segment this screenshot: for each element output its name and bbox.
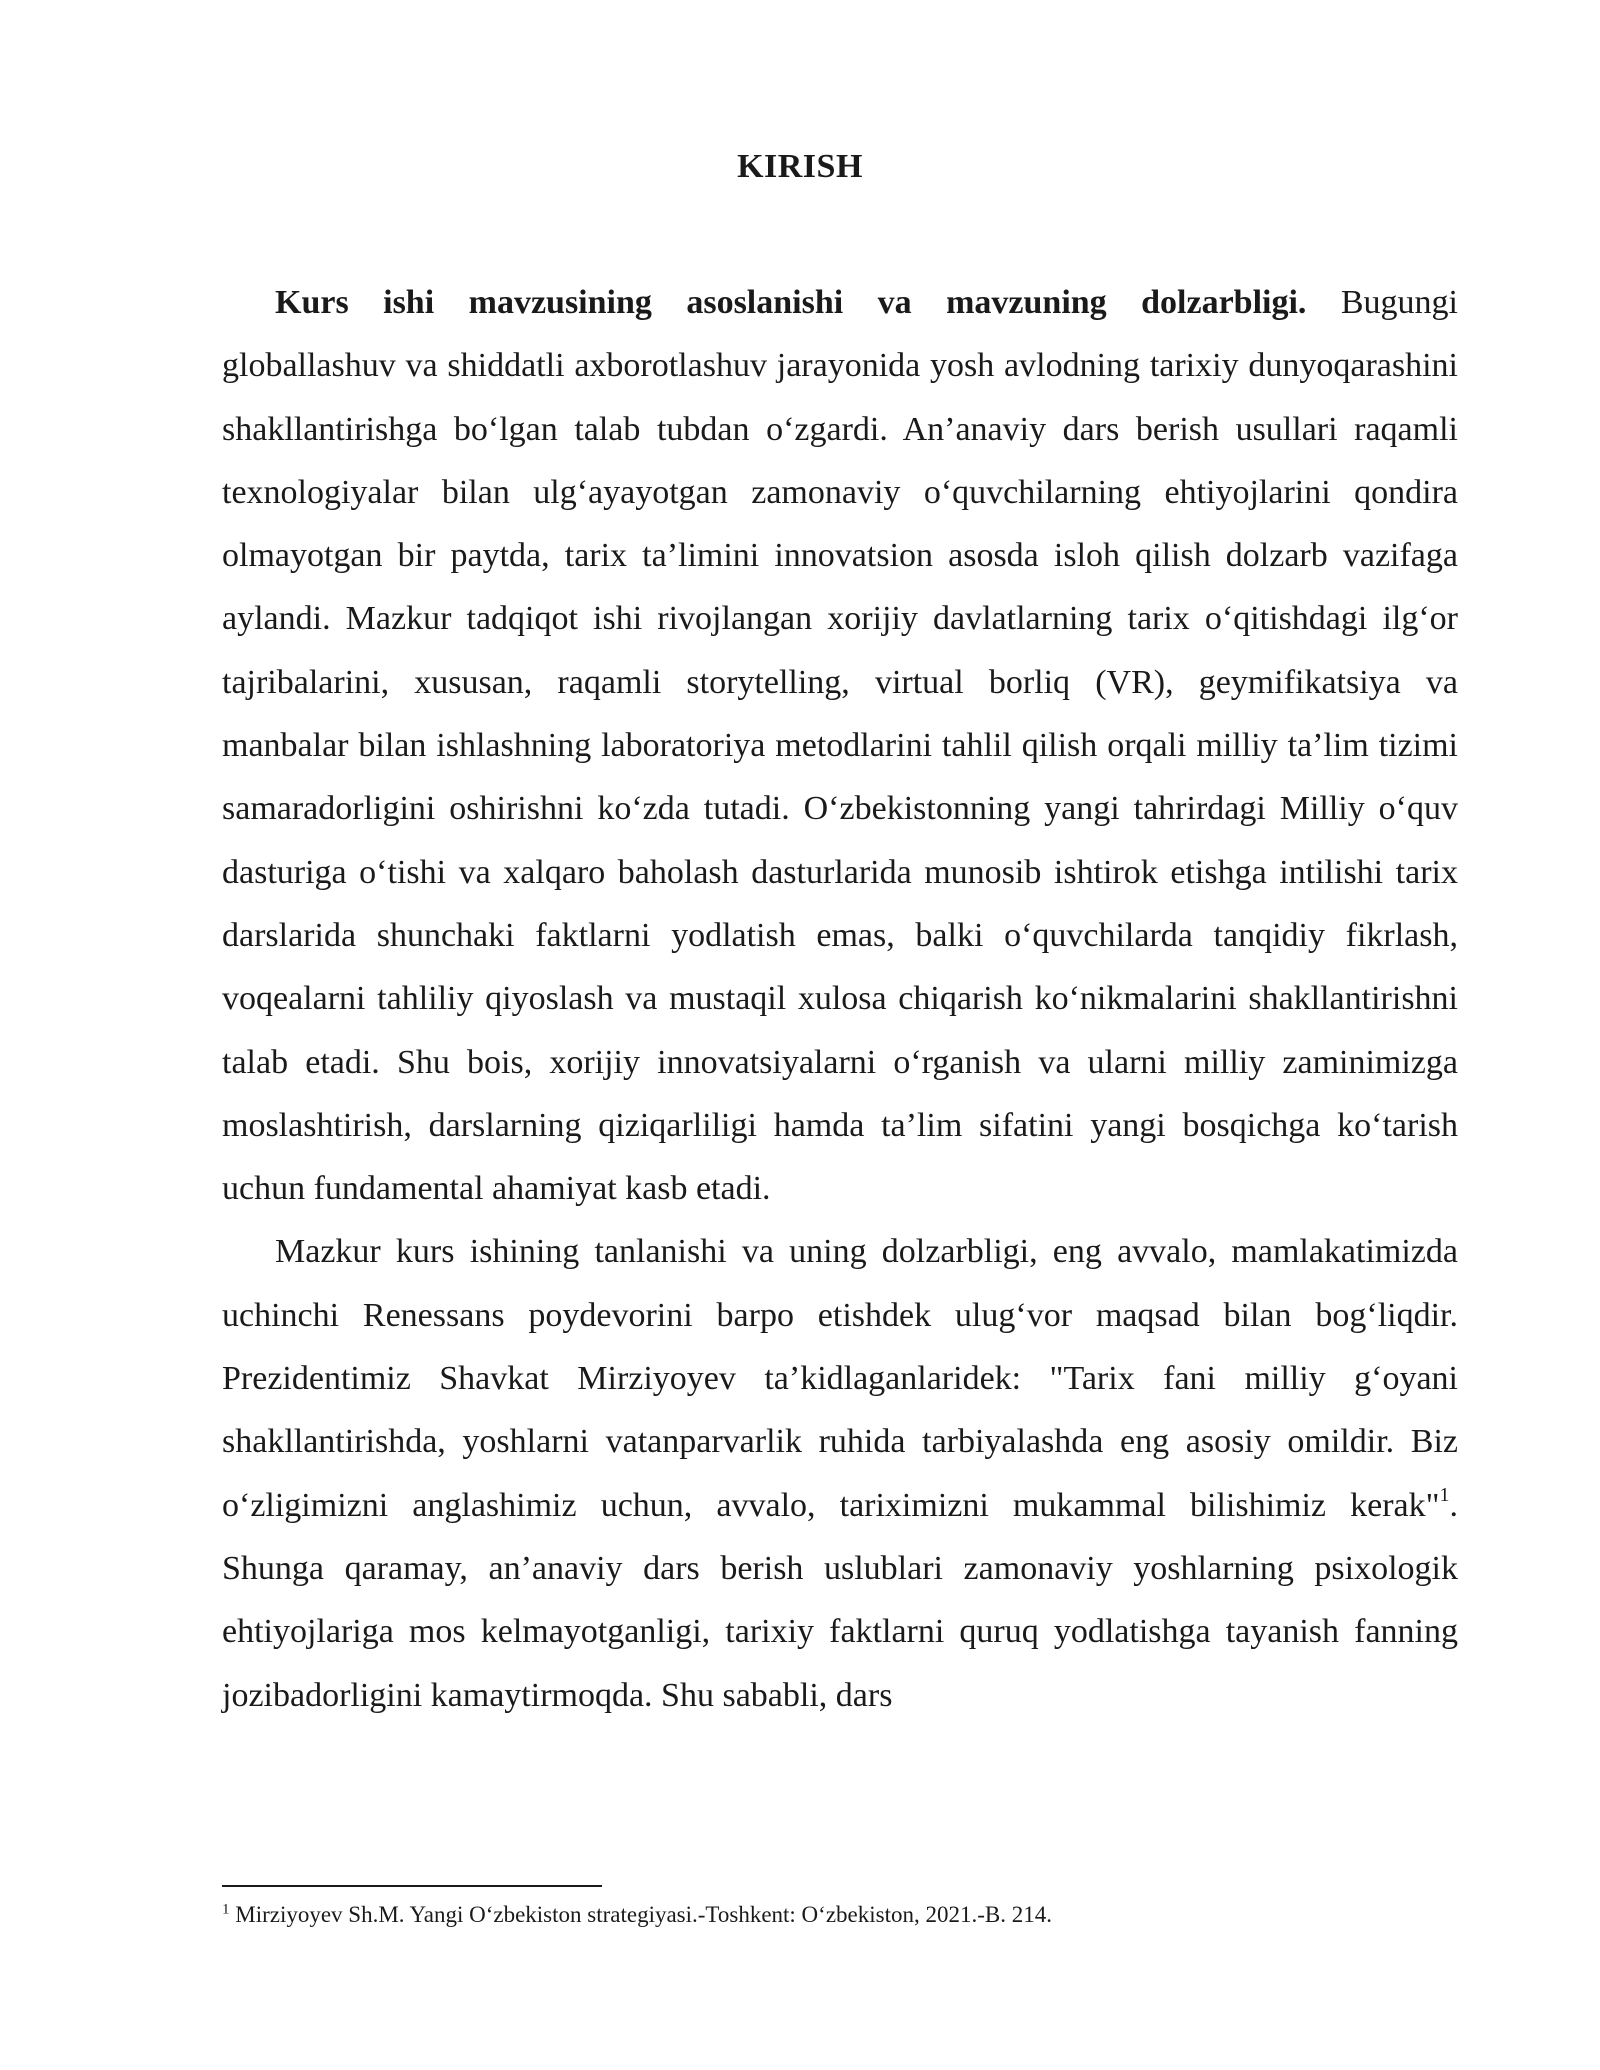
paragraph-relevance: [222, 271, 1458, 1220]
footnote-separator: [222, 1885, 602, 1887]
footnote-reference[interactable]: 1: [1439, 1484, 1450, 1507]
paragraph-text-before-ref: Mazkur kurs ishining tanlanishi va uning dolzarbligi, eng avvalo, mamlakatimizda uchinchi Renessans poydevorini barpo etishdek ulug‘vor maqsad bilan bog‘liqdir. Prezidentimiz Shavkat Mirziyoyev ta’kidlaganlaridek: "Tarix fani milliy g‘oyani shakllantirishda, yoshlarni vatanparvarlik ruhida tarbiyalashda eng asosiy omildir. Biz o‘zligimizni anglashimiz uchun, avvalo, tariximizni mukammal bilishimiz kerak": [222, 1233, 1458, 1524]
body-text: [222, 271, 1458, 1727]
paragraph-lead: Kurs ishi mavzusining asoslanishi va mavzuning dolzarbligi.: [275, 284, 1307, 321]
paragraph-text: Bugungi globallashuv va shiddatli axborotlashuv jarayonida yosh avlodning tarixiy dunyoqarashini shakllantirishga bo‘lgan talab tubdan o‘zgardi. An’anaviy dars berish usullari raqamli texnologiyalar bilan ulg‘ayayotgan zamonaviy o‘quvchilarning ehtiyojlarini qondira olmayotgan bir paytda, tarix ta’limini innovatsion asosda isloh qilish dolzarb vazifaga aylandi. Mazkur tadqiqot ishi rivojlangan xorijiy davlatlarning tarix o‘qitishdagi ilg‘or tajribalarini, xususan, raqamli storytelling, virtual borliq (VR), geymifikatsiya va manbalar bilan ishlashning laboratoriya metodlarini tahlil qilish orqali milliy ta’lim tizimi samaradorligini oshirishni ko‘zda tutadi. O‘zbekistonning yangi tahrirdagi Milliy o‘quv dasturiga o‘tishi va xalqaro baholash dasturlarida munosib ishtirok etishga intilishi tarix darslarida shunchaki faktlarni yodlatish emas, balki o‘quvchilarda tanqidiy fikrlash, voqealarni tahliliy qiyoslash va mustaqil xulosa chiqarish ko‘nikmalarini shakllantirishni talab etadi. Shu bois, xorijiy innovatsiyalarni o‘rganish va ularni milliy zaminimizga moslashtirish, darslarning qiziqarliligi hamda ta’lim sifatini yangi bosqichga ko‘tarish uchun fundamental ahamiyat kasb etadi.: [222, 284, 1458, 1208]
footnote-number: 1: [222, 1901, 230, 1918]
paragraph-course-choice: [222, 1220, 1458, 1726]
footnote-text: Mirziyoyev Sh.M. Yangi O‘zbekiston strategiyasi.-Toshkent: O‘zbekiston, 2021.-B. 214.: [229, 1902, 1052, 1927]
footnote: [222, 1898, 1458, 1932]
paragraph-text-after-ref: . Shunga qaramay, an’anaviy dars berish uslublari zamonaviy yoshlarning psixologik ehtiyojlariga mos kelmayotganligi, tarixiy faktlarni quruq yodlatishga tayanish fanning jozibadorligini kamaytirmoqda. Shu sababli, dars: [222, 1486, 1458, 1714]
page-heading: KIRISH: [737, 148, 863, 185]
